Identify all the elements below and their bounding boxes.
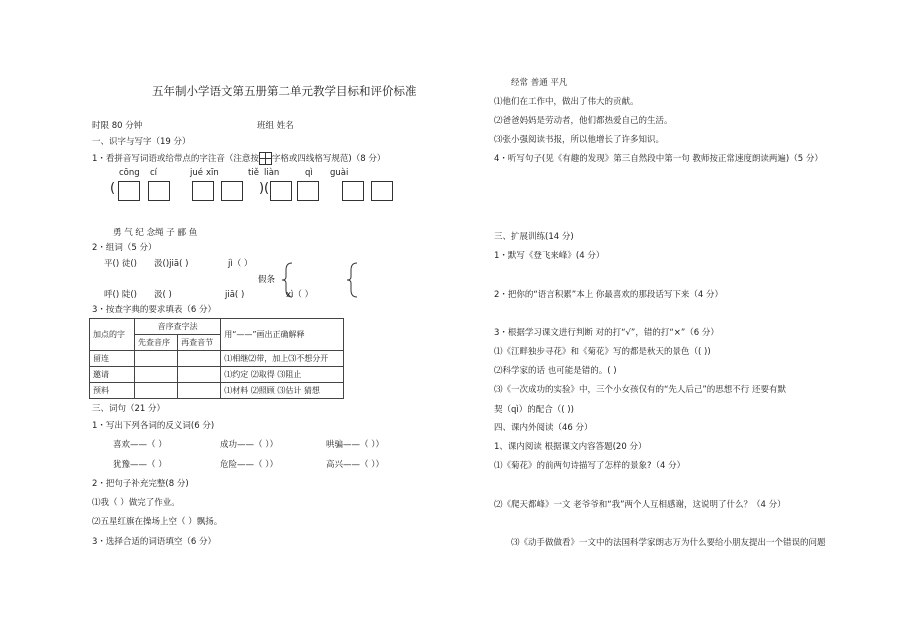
pinyin-guai: guài — [330, 168, 349, 178]
antonym-6: 高兴——（ ）） — [326, 460, 384, 470]
writing-box-4[interactable] — [221, 181, 243, 201]
pinyin-lian: liàn — [264, 168, 280, 178]
question-3-3: 3・选择合适的词语填空（6 分） — [92, 537, 217, 547]
reading-q1-3: ⑶《动手做做看》一文中的法国科学家朗志万为什么要给小朋友提出一个错误的问题 — [511, 538, 826, 548]
extension-q3: 3・根据学习课文进行判断 对的打“√”，错的打“×”（6 分） — [494, 328, 719, 338]
dotted-characters: 勇 气 纪 念绳 子 郦 鱼 — [113, 228, 198, 238]
table-cell-blank[interactable] — [135, 351, 178, 367]
antonym-2: 成功——（ ）） — [220, 440, 278, 450]
table-row — [90, 351, 344, 367]
left-paren-2: ( — [264, 181, 270, 196]
word-row-1c: jì（ ） — [228, 259, 253, 269]
judge-3b: 契（qì）的配合（( )) — [494, 405, 574, 415]
section-reading-heading: 四、课内外阅读（46 分） — [494, 423, 593, 433]
antonym-1: 喜欢——（ ） — [113, 440, 167, 450]
table-row — [90, 383, 344, 399]
sentence-1: ⑴我（ ）做完了作业。 — [92, 498, 180, 508]
table-word: 留连 — [90, 351, 135, 367]
judge-3a: ⑶《一次成功的实验》中，三个小女孩仅有的“先人后己”的思想不行 还要有默 — [494, 385, 787, 395]
table-word: 邀请 — [90, 367, 135, 383]
word-row-2a: 呼() 陡() — [104, 290, 137, 300]
table-word: 预料 — [90, 383, 135, 399]
question-1-2: 2・组词（5 分） — [92, 243, 157, 253]
word-row-2c: jiā( ) — [225, 290, 245, 300]
left-paren-1: ( — [110, 181, 116, 196]
table-row — [90, 367, 344, 383]
fill-sentence-3: ⑶张小强阅读书报，所以他增长了许多知识。 — [494, 135, 665, 145]
table-subheader-2: 再查音节 — [178, 335, 221, 351]
antonym-5: 危险——（ ）） — [220, 460, 278, 470]
table-cell-blank[interactable] — [178, 351, 221, 367]
pinyin-xin: xīn — [206, 168, 219, 178]
judge-2: ⑵科学家的话 也可能是错的。( ) — [494, 366, 617, 376]
reading-q1-1: ⑴《菊花》的前两句诗描写了怎样的景象?（4 分） — [494, 461, 686, 471]
pinyin-cong: cōng — [119, 168, 140, 178]
table-choices: ⑴约定 ⑵取得 ⑶阻止 — [221, 367, 344, 383]
time-limit: 时限 80 分钟 — [92, 121, 143, 131]
antonym-4: 犹豫——（ ） — [113, 460, 167, 470]
table-header-method: 音序查字法 — [135, 319, 221, 335]
fill-sentence-1: ⑴他们在工作中，做出了伟大的贡献。 — [494, 97, 639, 107]
table-header-choose: 用“——”画出正确解释 — [221, 319, 344, 351]
right-brace — [346, 262, 358, 298]
page-title: 五年制小学语文第五册第二单元教学目标和评价标准 — [152, 84, 417, 98]
question-1-1-tail: 字格或四线格写规范)（8 分） — [271, 154, 386, 164]
question-3-1: 1・写出下列各词的反义词(6 分) — [92, 421, 215, 431]
class-name-field: 班组 姓名 — [257, 121, 294, 131]
pinyin-jue: jué — [190, 168, 203, 178]
section-3-heading: 三、词句（21 分） — [92, 404, 166, 414]
reading-q1-2: ⑵《爬天都峰》一文 老爷爷和“我”两个人互相感谢，这说明了什么？（4 分） — [494, 500, 786, 510]
word-row-1a: 平() 徒() — [104, 259, 137, 269]
writing-box-8[interactable] — [371, 181, 393, 201]
pinyin-qi: qì — [305, 168, 313, 178]
sentence-2: ⑵五星红旗在操场上空（ ）飘扬。 — [92, 517, 223, 527]
writing-box-2[interactable] — [148, 181, 170, 201]
table-subheader-1: 先查音序 — [135, 335, 178, 351]
word-row-2b: 汲( ) — [154, 290, 172, 300]
reading-q1: 1、课内阅读 根据课文内容答题(20 分） — [494, 442, 647, 452]
extension-q2: 2・把你的“语言积累”本上 你最喜欢的那段话写下来（4 分） — [494, 290, 724, 300]
extension-q1: 1・默写《登飞来峰》(4 分） — [494, 251, 605, 261]
question-1-1-text: 1・看拼音写词语或给带点的字注音（注意按 — [92, 154, 259, 164]
word-row-2d: xì（ ） — [286, 290, 314, 300]
table-choices: ⑴材料 ⑵照顾 ⑶估计 猜想 — [221, 383, 344, 399]
writing-box-5[interactable] — [270, 181, 292, 201]
word-choices: 经常 普通 平凡 — [511, 78, 568, 88]
writing-box-7[interactable] — [342, 181, 364, 201]
section-1-heading: 一、识字与写字（19 分） — [92, 137, 191, 147]
tian-grid-icon — [259, 152, 272, 165]
dictation-question: 4・听写句子(见《有趣的发现》第三自然段中第一句 教师按正常速度朗读两遍)（5 分） — [494, 154, 823, 164]
question-1-1 — [92, 152, 385, 165]
judge-1: ⑴《江畔独步寻花》和《菊花》写的都是秋天的景色（( )) — [494, 347, 711, 357]
question-1-3: 3・按查字典的要求填表（6 分） — [92, 305, 217, 315]
table-cell-blank[interactable] — [135, 367, 178, 383]
right-paren-1: ) — [259, 181, 265, 196]
table-cell-blank[interactable] — [178, 367, 221, 383]
question-3-2: 2・把句子补充完整(8 分) — [92, 479, 189, 489]
pinyin-tie: tiě — [248, 168, 259, 178]
word-row-1b: 汲()jiā( ) — [154, 259, 189, 269]
writing-box-3[interactable] — [192, 181, 214, 201]
pinyin-ci: cí — [150, 168, 158, 178]
writing-box-1[interactable] — [118, 181, 140, 201]
dictionary-table — [89, 318, 344, 399]
table-cell-blank[interactable] — [135, 383, 178, 399]
table-choices: ⑴相继⑵带，加上⑶不想分开 — [221, 351, 344, 367]
writing-box-6[interactable] — [297, 181, 319, 201]
section-extension-heading: 三、扩展训练(14 分) — [494, 232, 574, 242]
word-mid-label: 假条 — [258, 275, 276, 285]
antonym-3: 哄骗——（ ）） — [326, 440, 384, 450]
fill-sentence-2: ⑵爸爸妈妈是劳动者，他们都热爱自己的生活。 — [494, 116, 673, 126]
table-header-char: 加点的字 — [90, 319, 135, 351]
table-cell-blank[interactable] — [178, 383, 221, 399]
